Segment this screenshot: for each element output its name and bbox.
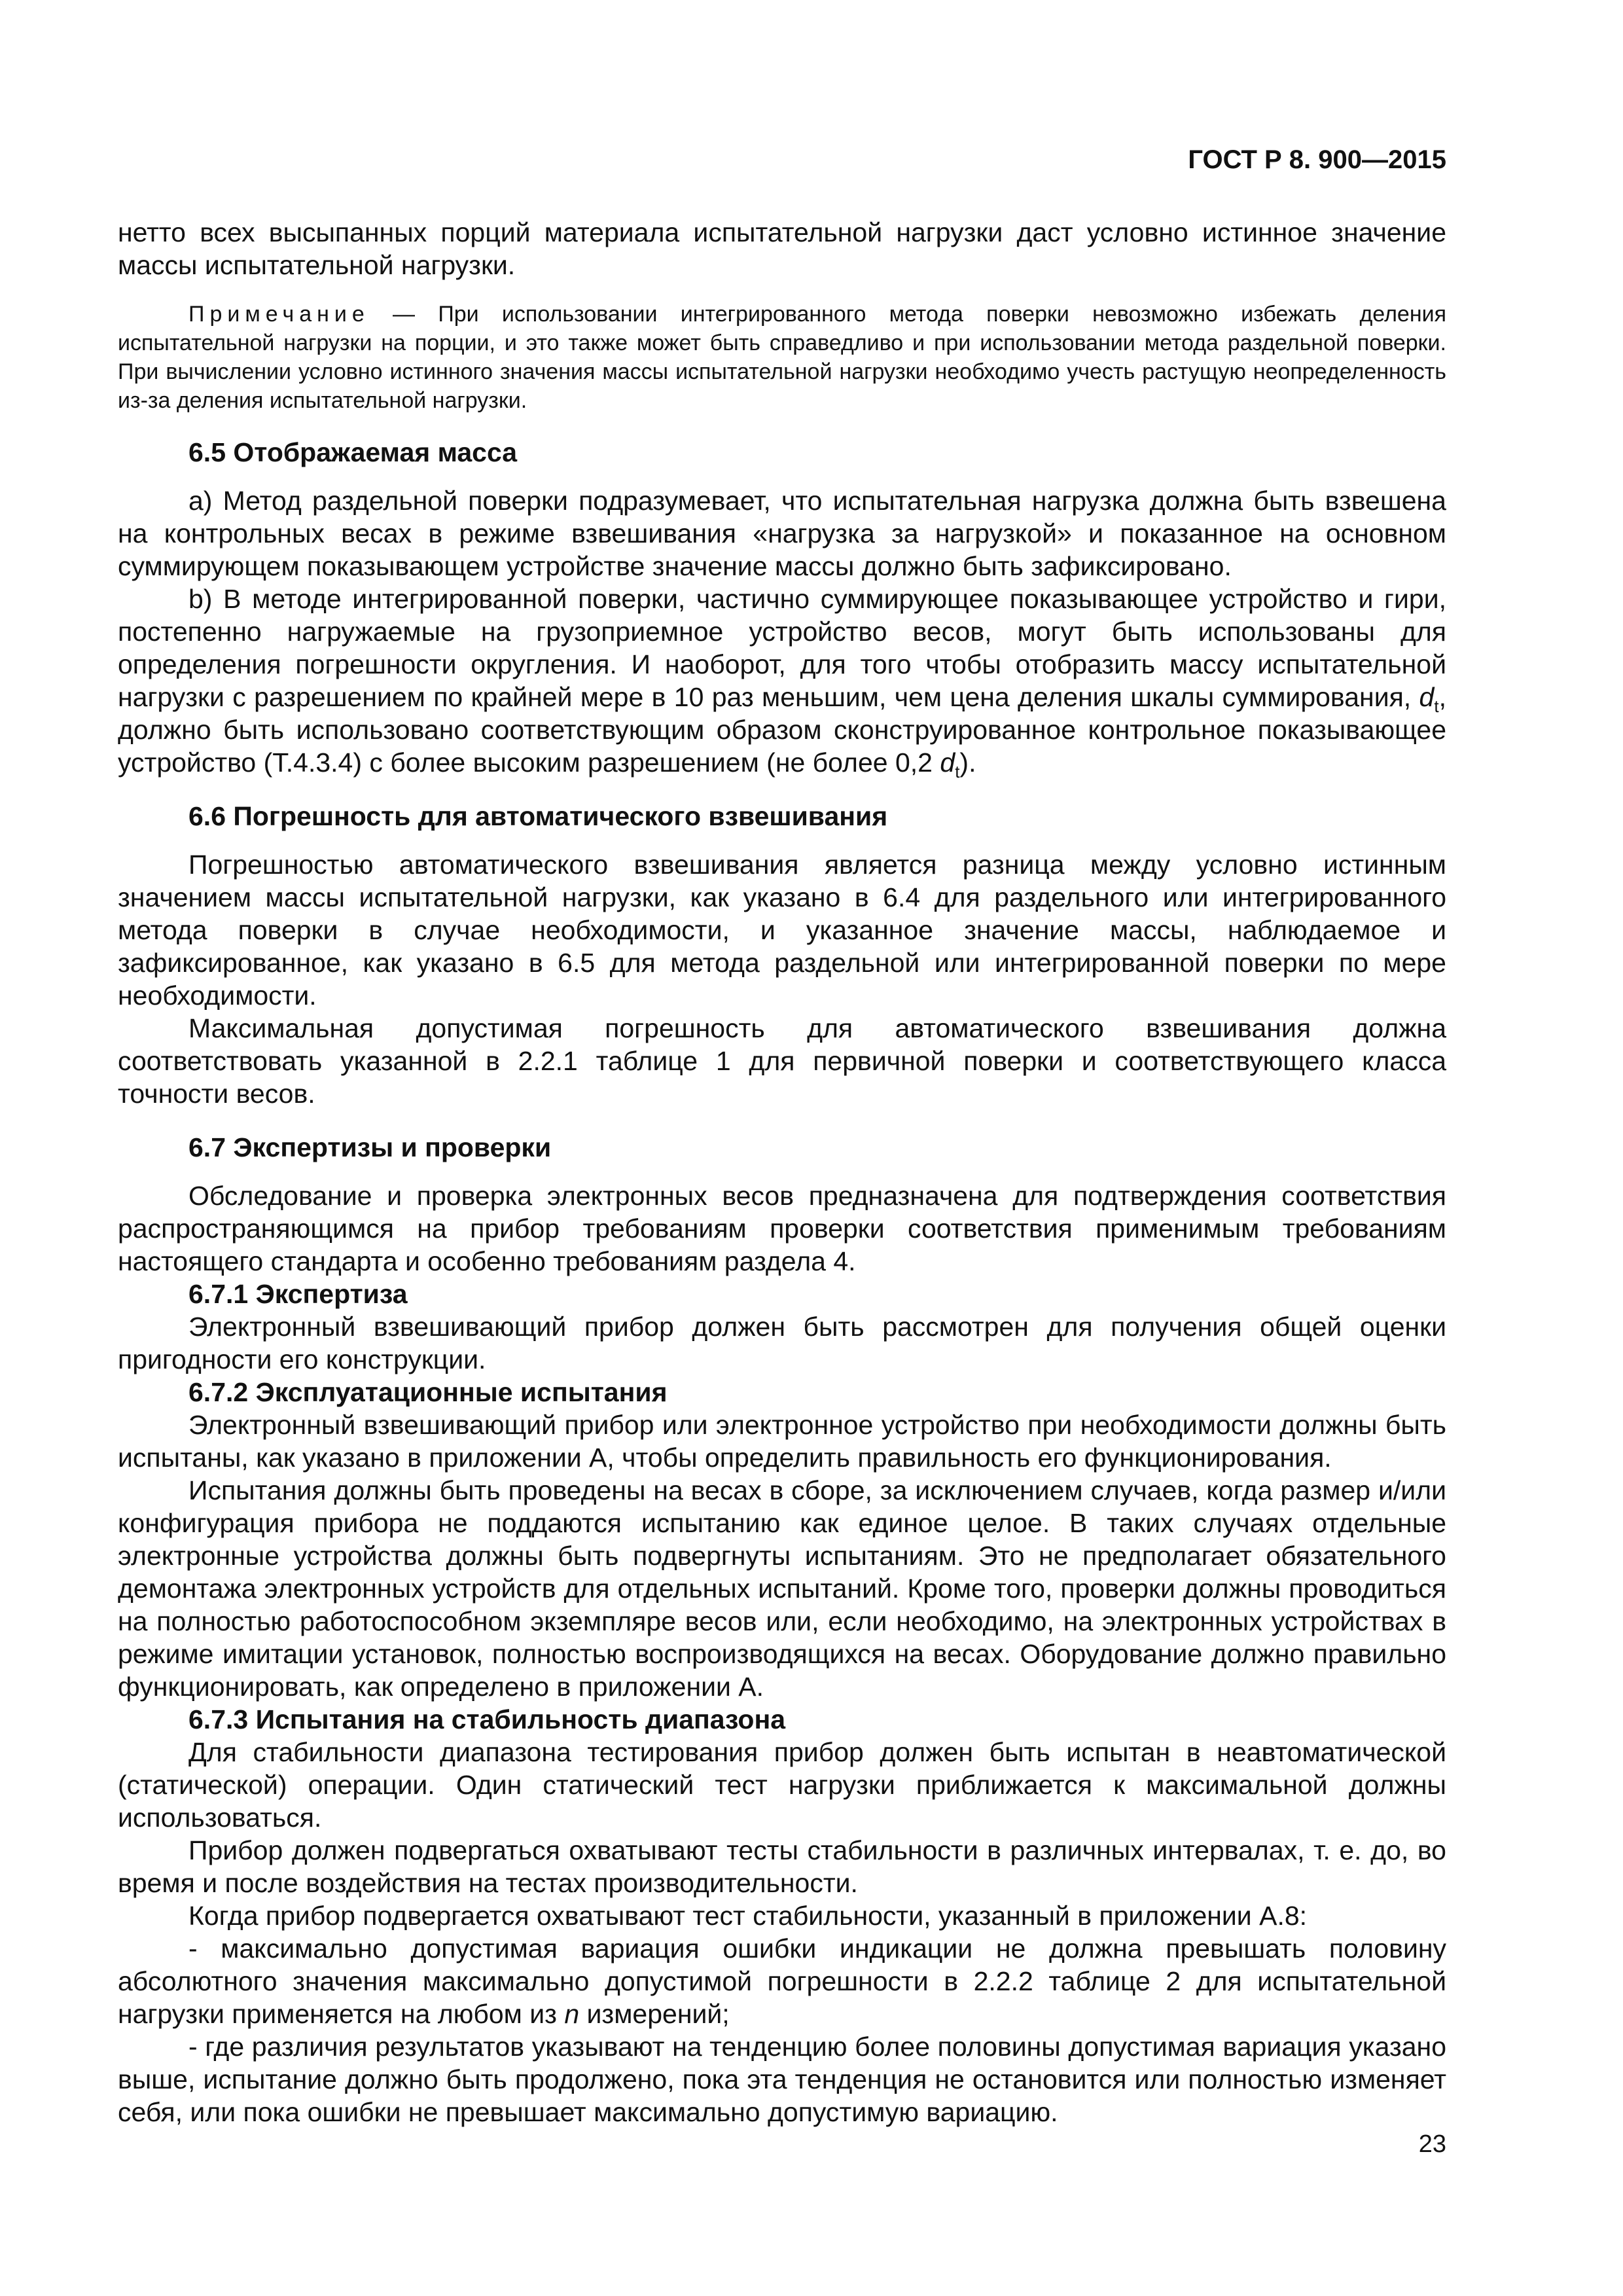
section-6-7-3-title: 6.7.3 Испытания на стабильность диапазона [188, 1704, 786, 1734]
d-symbol: d [1419, 682, 1435, 712]
n-symbol: n [564, 1999, 580, 2029]
note-block [118, 300, 1446, 415]
intro-paragraph: нетто всех высыпанных порций материала испытательной нагрузки даст условно истинное значение массы испытательной нагрузки. [118, 217, 1446, 280]
section-6-7-3-list-item-2: - где различия результатов указывают на тенденцию более половины допустимая вариация указано выше, испытание должно быть продолжено, пока эта тенденция не остановится или полностью изменяет себя, или пока ошибки не превышает максимально допустимую вариацию. [118, 2032, 1446, 2127]
section-6-6-paragraph-1: Погрешностью автоматического взвешивания является разница между условно истинным значением массы испытательной нагрузки, как указано в 6.4 для раздельного или интегрированного метода поверки в случае необходимости, и указанное значение массы, наблюдаемое и зафиксированное, как указано в 6.5 для метода раздельной или интегрированной поверки по мере необходимости. [118, 850, 1446, 1011]
section-6-7-2-paragraph-2: Испытания должны быть проведены на весах в сборе, за исключением случаев, когда размер и/или конфигурация прибора не поддаются испытанию как единое целое. В таких случаях отдельные электронные устройства должны быть подвергнуты испытаниям. Это не предполагает обязательного демонтажа электронных устройств для отдельных испытаний. Кроме того, проверки должны проводиться на полностью работоспособном экземпляре весов или, если необходимо, на электронных устройствах в режиме имитации установок, полностью воспроизводящихся на весах. Оборудование должно правильно функционировать, как определено в приложении А. [118, 1475, 1446, 1702]
section-6-7-3-list-item-1 [118, 1932, 1446, 2030]
d-subscript-2: t [955, 762, 960, 782]
note-text: — При использовании интегрированного метода поверки невозможно избежать деления испытательной нагрузки на порции, и это также может быть справедливо и при использовании метода раздельной поверки. При вычислении условно истинного значения массы испытательной нагрузки необходимо учесть растущую неопределенность из-за деления испытательной нагрузки. [118, 302, 1446, 413]
section-6-7-3-paragraph-1: Для стабильности диапазона тестирования прибор должен быть испытан в неавтоматической (статической) операции. Один статический тест нагрузки приближается к максимальной должны использоваться. [118, 1737, 1446, 1833]
document-header: ГОСТ Р 8. 900—2015 [1188, 145, 1446, 174]
d-subscript: t [1434, 696, 1439, 717]
section-6-6-paragraph-2: Максимальная допустимая погрешность для автоматического взвешивания должна соответствовать указанной в 2.2.1 таблице 1 для первичной поверки и соответствующего класса точности весов. [118, 1013, 1446, 1109]
list-item-1-text-a: - максимально допустимая вариация ошибки индикации не должна превышать половину абсолютного значения максимально допустимой погрешности в 2.2.2 таблице 2 для испытательной нагрузки применяется на любом из [118, 1933, 1446, 2029]
section-6-7-2-paragraph-1: Электронный взвешивающий прибор или электронное устройство при необходимости должны быть испытаны, как указано в приложении А, чтобы определить правильность его функционирования. [118, 1410, 1446, 1473]
section-6-5-item-a: a) Метод раздельной поверки подразумевает, что испытательная нагрузка должна быть взвешена на контрольных весах в режиме взвешивания «нагрузка за нагрузкой» и показанное на основном суммирующем показывающем устройстве значение массы должно быть зафиксировано. [118, 486, 1446, 581]
page-number: 23 [1418, 2130, 1446, 2158]
section-6-7-3-paragraph-3: Когда прибор подвергается охватывают тест стабильности, указанный в приложении А.8: [188, 1901, 1308, 1931]
list-item-1-text-b: измерений; [579, 1999, 730, 2029]
note-label: Примечание [188, 302, 370, 327]
item-b-text-1: b) В методе интегрированной поверки, частично суммирующее показывающее устройство и гири, постепенно нагружаемые на грузоприемное устройство весов, могут быть использованы для определения погрешности округления. И наоборот, для того чтобы отобразить массу испытательной нагрузки с разрешением по крайней мере в 10 раз меньшим, чем цена деления шкалы суммирования, [118, 584, 1446, 712]
item-b-text-3: ). [959, 747, 976, 778]
section-6-7-2-title: 6.7.2 Эксплуатационные испытания [188, 1377, 668, 1407]
section-6-7-1-paragraph: Электронный взвешивающий прибор должен быть рассмотрен для получения общей оценки пригодности его конструкции. [118, 1312, 1446, 1374]
section-6-6-title: 6.6 Погрешность для автоматического взвешивания [188, 801, 888, 831]
document-page [118, 144, 1446, 2128]
section-6-5-item-b [118, 583, 1446, 782]
d-symbol-2: d [940, 747, 955, 778]
section-6-5-title: 6.5 Отображаемая масса [188, 437, 518, 467]
section-6-7-title: 6.7 Экспертизы и проверки [188, 1132, 552, 1162]
section-6-7-3-paragraph-2: Прибор должен подвергаться охватывают тесты стабильности в различных интервалах, т. е. до, во время и после воздействия на тестах производительности. [118, 1835, 1446, 1898]
section-6-7-paragraph: Обследование и проверка электронных весов предназначена для подтверждения соответствия распространяющимся на прибор требованиям проверки соответствия применимым требованиям настоящего стандарта и особенно требованиям раздела 4. [118, 1181, 1446, 1276]
item-b-text-2: , должно быть использовано соответствующим образом сконструированное контрольное показывающее устройство (Т.4.3.4) с более высоким разрешением (не более 0,2 [118, 682, 1446, 778]
section-6-7-1-title: 6.7.1 Экспертиза [188, 1279, 408, 1309]
